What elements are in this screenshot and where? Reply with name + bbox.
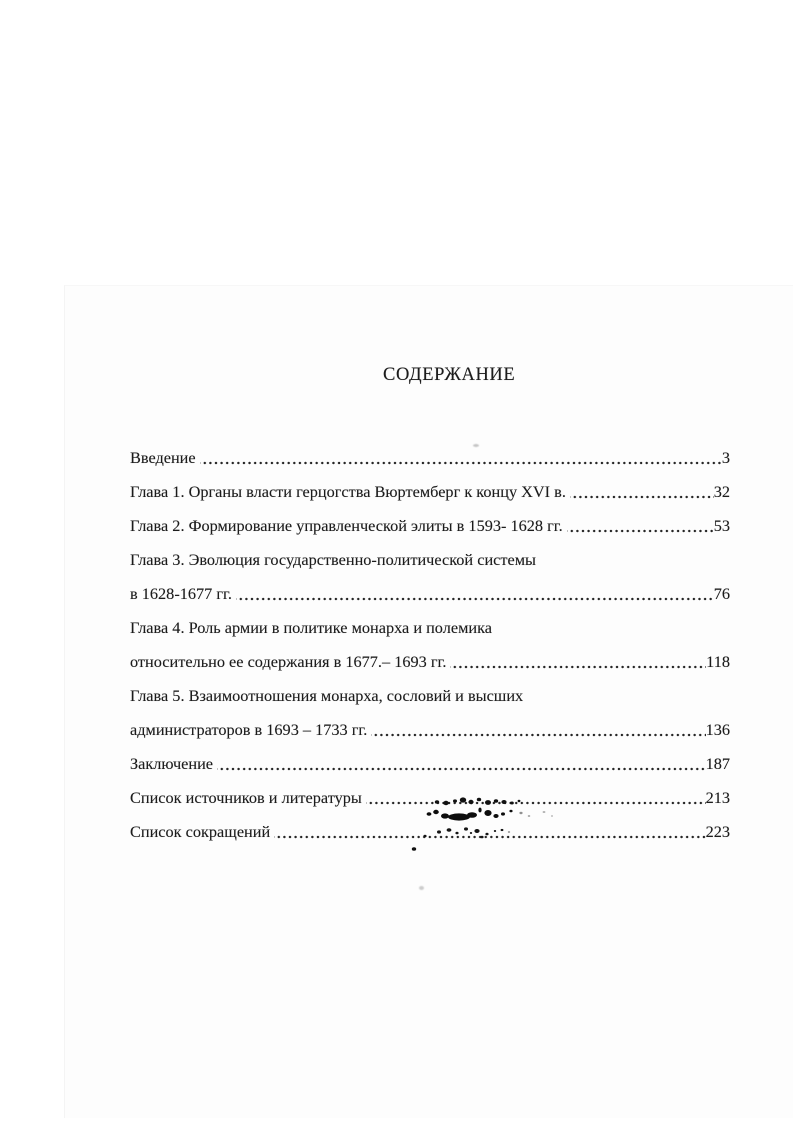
dot-leader: [570, 475, 714, 509]
toc-entry-label: Глава 1. Органы власти герцогства Вюртемберг к концу XVI в.: [130, 482, 566, 501]
toc-entry-label: Заключение: [130, 754, 214, 773]
dot-leader: [236, 577, 714, 611]
toc-entry-label: Список сокращений: [130, 822, 271, 841]
scan-speck: [473, 444, 479, 447]
dot-leader: [371, 713, 705, 747]
toc-entry: [130, 645, 730, 679]
toc-entry-label: Глава 5. Взаимоотношения монарха, сословий и высших: [130, 686, 524, 705]
toc-entry: [130, 441, 730, 475]
toc-entry: [130, 679, 730, 713]
page-title: СОДЕРЖАНИЕ: [383, 365, 516, 385]
scan-speck: [419, 886, 424, 890]
toc-entry-page-number: 118: [706, 652, 730, 671]
toc-entry-label: относительно ее содержания в 1677.– 1693 гг.: [130, 652, 447, 671]
toc-entry: [130, 747, 730, 781]
toc-entry-label: Введение: [130, 448, 196, 467]
toc-entry-page-number: 187: [705, 754, 730, 773]
toc-entry-label: Глава 4. Роль армии в политике монарха и полемика: [130, 618, 492, 637]
dot-leader: [450, 645, 706, 679]
toc-entry-label: в 1628-1677 гг.: [130, 584, 232, 603]
toc-entry-page-number: 76: [713, 584, 730, 603]
toc-entry-page-number: 3: [721, 448, 730, 467]
ink-blot-artifact: [405, 780, 560, 865]
toc-entry: [130, 611, 730, 645]
toc-entry: [130, 509, 730, 543]
toc-entry-page-number: 136: [705, 720, 730, 739]
toc-entry-page-number: 213: [705, 788, 730, 807]
dot-leader: [200, 441, 722, 475]
toc-entry: [130, 475, 730, 509]
toc-entry-label: Список источников и литературы: [130, 788, 362, 807]
toc-entry-page-number: 223: [705, 822, 730, 841]
dot-leader: [217, 747, 706, 781]
toc-entry-label: Глава 2. Формирование управленческой элиты в 1593- 1628 гг.: [130, 516, 563, 535]
toc-entry-page-number: 53: [713, 516, 730, 535]
toc-entry: [130, 577, 730, 611]
toc-entry: [130, 543, 730, 577]
toc-entry-label: администраторов в 1693 – 1733 гг.: [130, 720, 368, 739]
dot-leader: [567, 509, 714, 543]
toc-entry-page-number: 32: [713, 482, 730, 501]
toc-entry: [130, 713, 730, 747]
toc-entry-label: Глава 3. Эволюция государственно-политической системы: [130, 550, 536, 569]
